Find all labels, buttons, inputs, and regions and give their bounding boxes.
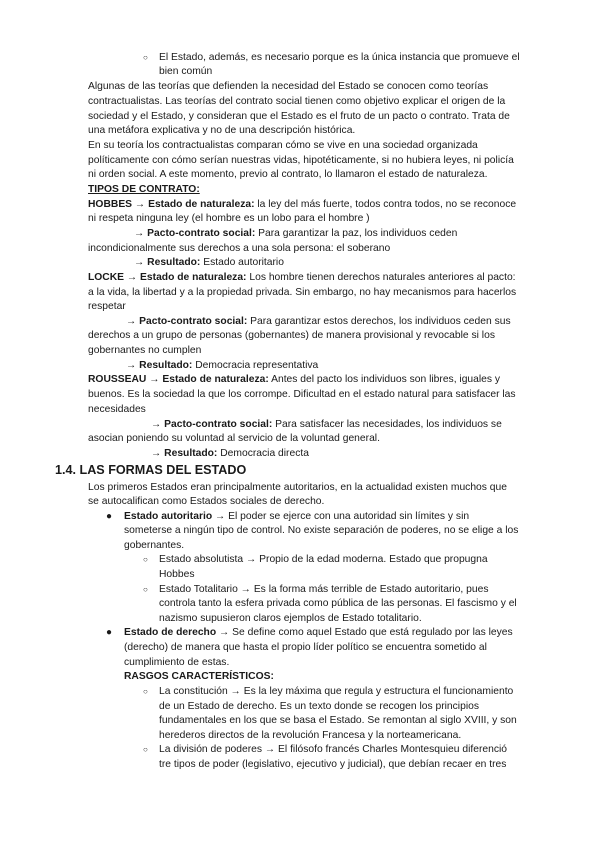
rousseau-line: buenos. Es la sociedad la que los corrompe. Dificultad en el estado natural para satisfacer las [88,389,516,400]
constitucion-line: fundamentales en los que se basa el Estado. Se remontan al siglo XVIII, y son [159,715,517,726]
locke-line: a la vida, la libertad y a la propiedad privada. Sin embargo, no hay mecanismos para hacerlos [88,287,517,298]
paragraph-line: sociedad y el Estado, y consideran que el Estado es el fruto de un pacto o contrato. Trata de [88,111,510,122]
locke-line: gobernantes no cumplen [88,345,202,356]
paragraph-line: se autocalifican como Estados sociales de derecho. [88,496,325,507]
hobbes-line: ni respeta ninguna ley (el hombre es un lobo para el hombre ) [88,213,370,224]
filled-bullet-icon: ● [106,627,113,638]
paragraph-line: una metáfora explicativa y no de una descripción histórica. [88,125,356,136]
constitucion-line: herederos directos de la revolución Francesa y la norteamericana. [159,730,462,741]
totalitario-line: controla tanto la esfera privada como pública de las personas. El fascismo y el [159,598,517,609]
autoritario-line: someterse a ningún tipo de control. No existe separación de poderes, no se elige a los [124,525,519,536]
division-poderes-line: La división de poderes → El filósofo francés Charles Montesquieu diferenció [159,744,507,755]
autoritario-label: Estado autoritario [124,511,213,522]
division-poderes-line: tre tipos de poder (legislativo, ejecutivo y judicial), que debían recaer en tres [159,759,507,770]
rousseau-text: Antes del pacto los individuos son libres, iguales y [268,374,501,385]
totalitario-line: nazismo supusieron claros ejemplos de Estado totalitario. [159,613,422,624]
paragraph-line: contractualistas. Las teorías del contrato social tienen como objetivo explicar el origen de la [88,96,506,107]
paragraph-line: políticamente con cómo serían nuestras vidas, hipotéticamente, si no hubiera leyes, ni policía [88,155,514,166]
hobbes-text: la ley del más fuerte, todos contra todos, no se reconoce [254,199,517,210]
hobbes-label: HOBBES → Estado de naturaleza: [88,199,255,210]
locke-text: Los hombre tienen derechos naturales anteriores al pacto: [246,272,516,283]
rousseau-resultado-line [151,447,309,461]
paragraph-line: Algunas de las teorías que defienden la necesidad del Estado se conocen como teorías [88,81,489,92]
filled-bullet-icon: ● [106,511,113,522]
rousseau-line: necesidades [88,404,146,415]
rousseau-label: ROUSSEAU → Estado de naturaleza: [88,374,269,385]
totalitario-line: Estado Totalitario → Es la forma más terrible de Estado autoritario, pues [159,584,489,595]
pacto-label: → Pacto-contrato social: [151,419,273,430]
paragraph-line: Los primeros Estados eran principalmente autoritarios, en la actualidad existen muchos que [88,482,507,493]
derecho-line: cumplimiento de estas. [124,657,230,668]
absolutista-line: Hobbes [159,569,195,580]
pacto-text: Para garantizar estos derechos, los individuos ceden sus [247,316,511,327]
autoritario-line: gobernantes. [124,540,185,551]
resultado-text: Democracia directa [217,448,309,459]
hollow-bullet-icon: ○ [143,53,148,62]
resultado-label: → Resultado: [126,360,193,371]
resultado-label: → Resultado: [151,448,218,459]
paragraph-line: ni orden social. A este momento, previo al contrato, lo llamaron el estado de naturaleza. [88,169,488,180]
hobbes-resultado-line [134,256,284,270]
pacto-text: Para garantizar la paz, los individuos ceden [255,228,458,239]
locke-resultado-line [126,359,318,373]
hollow-bullet-icon: ○ [143,555,148,564]
constitucion-line: La constitución → Es la ley máxima que regula y estructura el funcionamiento [159,686,514,697]
hollow-bullet-icon: ○ [143,745,148,754]
intro-bullet-line: bien común [159,66,213,77]
hobbes-line [88,198,516,212]
locke-line: respetar [88,301,126,312]
constitucion-line: de un Estado de derecho. Es un texto donde se recogen los principios [159,701,479,712]
pacto-label: → Pacto-contrato social: [126,316,248,327]
rasgos-heading: RASGOS CARACTERÍSTICOS: [124,671,274,682]
absolutista-line: Estado absolutista → Propio de la edad moderna. Estado que propugna [159,554,488,565]
rousseau-pacto-line [151,418,502,432]
section-heading: 1.4. LAS FORMAS DEL ESTADO [55,463,247,477]
locke-line: derechos a un grupo de personas (gobernantes) de manera provisional y revocable si los [88,330,495,341]
paragraph-line: En su teoría los contractualistas comparan cómo se vive en una sociedad organizada [88,140,478,151]
hobbes-line: incondicionalmente sus derechos a una sola persona: el soberano [88,243,391,254]
derecho-line: (derecho) de manera que hasta el propio líder político se encuentra sometido al [124,642,487,653]
intro-bullet-line: El Estado, además, es necesario porque es la única instancia que promueve el [159,52,520,63]
resultado-text: Estado autoritario [200,257,284,268]
resultado-label: → Resultado: [134,257,201,268]
resultado-text: Democracia representativa [192,360,319,371]
hobbes-pacto-line [134,227,457,241]
hollow-bullet-icon: ○ [143,585,148,594]
autoritario-line [124,510,469,524]
rousseau-line [88,373,500,387]
locke-label: LOCKE → Estado de naturaleza: [88,272,247,283]
rousseau-line: asocian poniendo su voluntad al servicio de la voluntad general. [88,433,380,444]
hollow-bullet-icon: ○ [143,687,148,696]
derecho-label: Estado de derecho [124,627,217,638]
locke-pacto-line [126,315,511,329]
derecho-text: → Se define como aquel Estado que está regulado por las leyes [216,627,513,638]
pacto-label: → Pacto-contrato social: [134,228,256,239]
derecho-line [124,626,513,640]
autoritario-text: → El poder se ejerce con una autoridad sin límites y sin [212,511,470,522]
pacto-text: Para satisfacer las necesidades, los individuos se [272,419,502,430]
tipos-heading: TIPOS DE CONTRATO: [88,184,200,195]
locke-line [88,271,516,285]
